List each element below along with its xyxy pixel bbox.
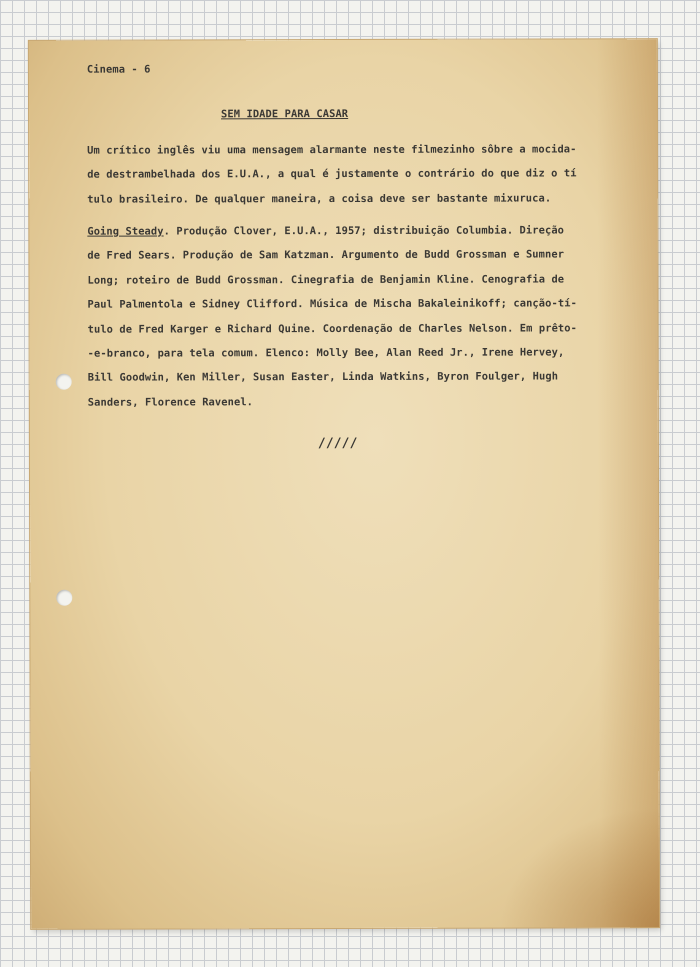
text-line: tulo brasileiro. De qualquer maneira, a coisa deve ser bastante mixuruca. [87, 192, 552, 206]
end-mark: ///// [317, 435, 358, 452]
text-line [87, 218, 653, 244]
review-title: SEM IDADE PARA CASAR [221, 107, 349, 121]
original-title: Going Steady [87, 225, 164, 238]
text-line: Bill Goodwin, Ken Miller, Susan Easter, Linda Watkins, Byron Foulger, Hugh [87, 370, 559, 385]
text-line: Sanders, Florence Ravenel. [87, 396, 254, 409]
review-paragraph [87, 137, 653, 212]
text-line: de destrambelhada dos E.U.A., a qual é justamente o contrário do que diz o tí [87, 167, 577, 182]
text-line: Paul Palmentola e Sidney Clifford. Música de Mischa Bakaleinikoff; canção-tí- [87, 297, 577, 311]
credits-paragraph [87, 218, 654, 415]
credits-text: . Produção Clover, E.U.A., 1957; distribuição Columbia. Direção [163, 224, 565, 238]
page-number: 6 [144, 63, 151, 76]
typewritten-page [29, 39, 659, 929]
text-line: -e-branco, para tela comum. Elenco: Molly Bee, Alan Reed Jr., Irene Hervey, [87, 346, 565, 360]
text-line: Long; roteiro de Budd Grossman. Cinegrafia de Benjamin Kline. Cenografia de [87, 273, 565, 287]
page-header [87, 64, 151, 76]
punch-hole [56, 590, 72, 606]
section-label: Cinema [86, 63, 126, 76]
punch-hole [56, 374, 72, 390]
text-line: de Fred Sears. Produção de Sam Katzman. Argumento de Budd Grossman e Sumner [87, 248, 565, 263]
text-line: tulo de Fred Karger e Richard Quine. Coordenação de Charles Nelson. Em prêto- [87, 322, 577, 336]
header-dash: - [131, 63, 138, 76]
text-line: Um crítico inglês viu uma mensagem alarmante neste filmezinho sôbre a mocida- [87, 143, 577, 157]
paper-stain-corner [499, 807, 659, 927]
